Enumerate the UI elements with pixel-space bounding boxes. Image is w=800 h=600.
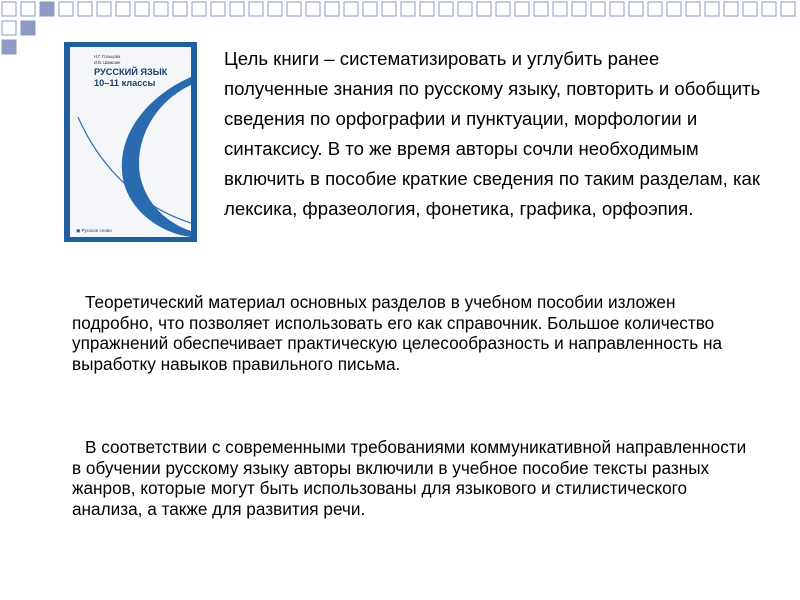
body-paragraph-1: Теоретический материал основных разделов в учебном пособии изложен подробно, что позволяет использовать его как справочник. Большое количество упражнений обеспечивает практическую целесообразность и направленность на выработку навыков правильного письма. <box>72 292 723 374</box>
textbook-author-2: И.В. Шамшин <box>94 59 121 65</box>
textbook-author-1: Н.Г. Гольцова <box>94 54 121 59</box>
publisher-logo <box>76 228 112 234</box>
textbook-title-line-2: 10–11 классы <box>94 78 156 88</box>
textbook-title-line-1: РУССКИЙ ЯЗЫК <box>94 67 168 77</box>
publisher-emblem-icon: ▣ <box>76 228 81 233</box>
publisher-name: Русское слово <box>81 228 112 233</box>
intro-text: Цель книги – систематизировать и углубить ранее полученные знания по русскому языку, повторить и обобщить сведения по орфографии и пунктуации, морфологии и синтаксису. В то же время авторы сочли необходимым включить в пособие краткие сведения по таким разделам, как лексика, фразеология, фонетика, графика, орфоэпия. <box>224 48 761 219</box>
body-paragraph-2: В соответствии с современными требованиями коммуникативной направленности в обучении русскому языку авторы включили в учебное пособие тексты разных жанров, которые могут быть использованы для языкового и стилистического анализа, а также для развития речи. <box>72 437 747 519</box>
textbook-title <box>94 67 167 89</box>
textbook-cover-panel <box>70 47 191 237</box>
textbook-authors <box>94 54 120 65</box>
textbook-cover-image <box>64 42 197 242</box>
